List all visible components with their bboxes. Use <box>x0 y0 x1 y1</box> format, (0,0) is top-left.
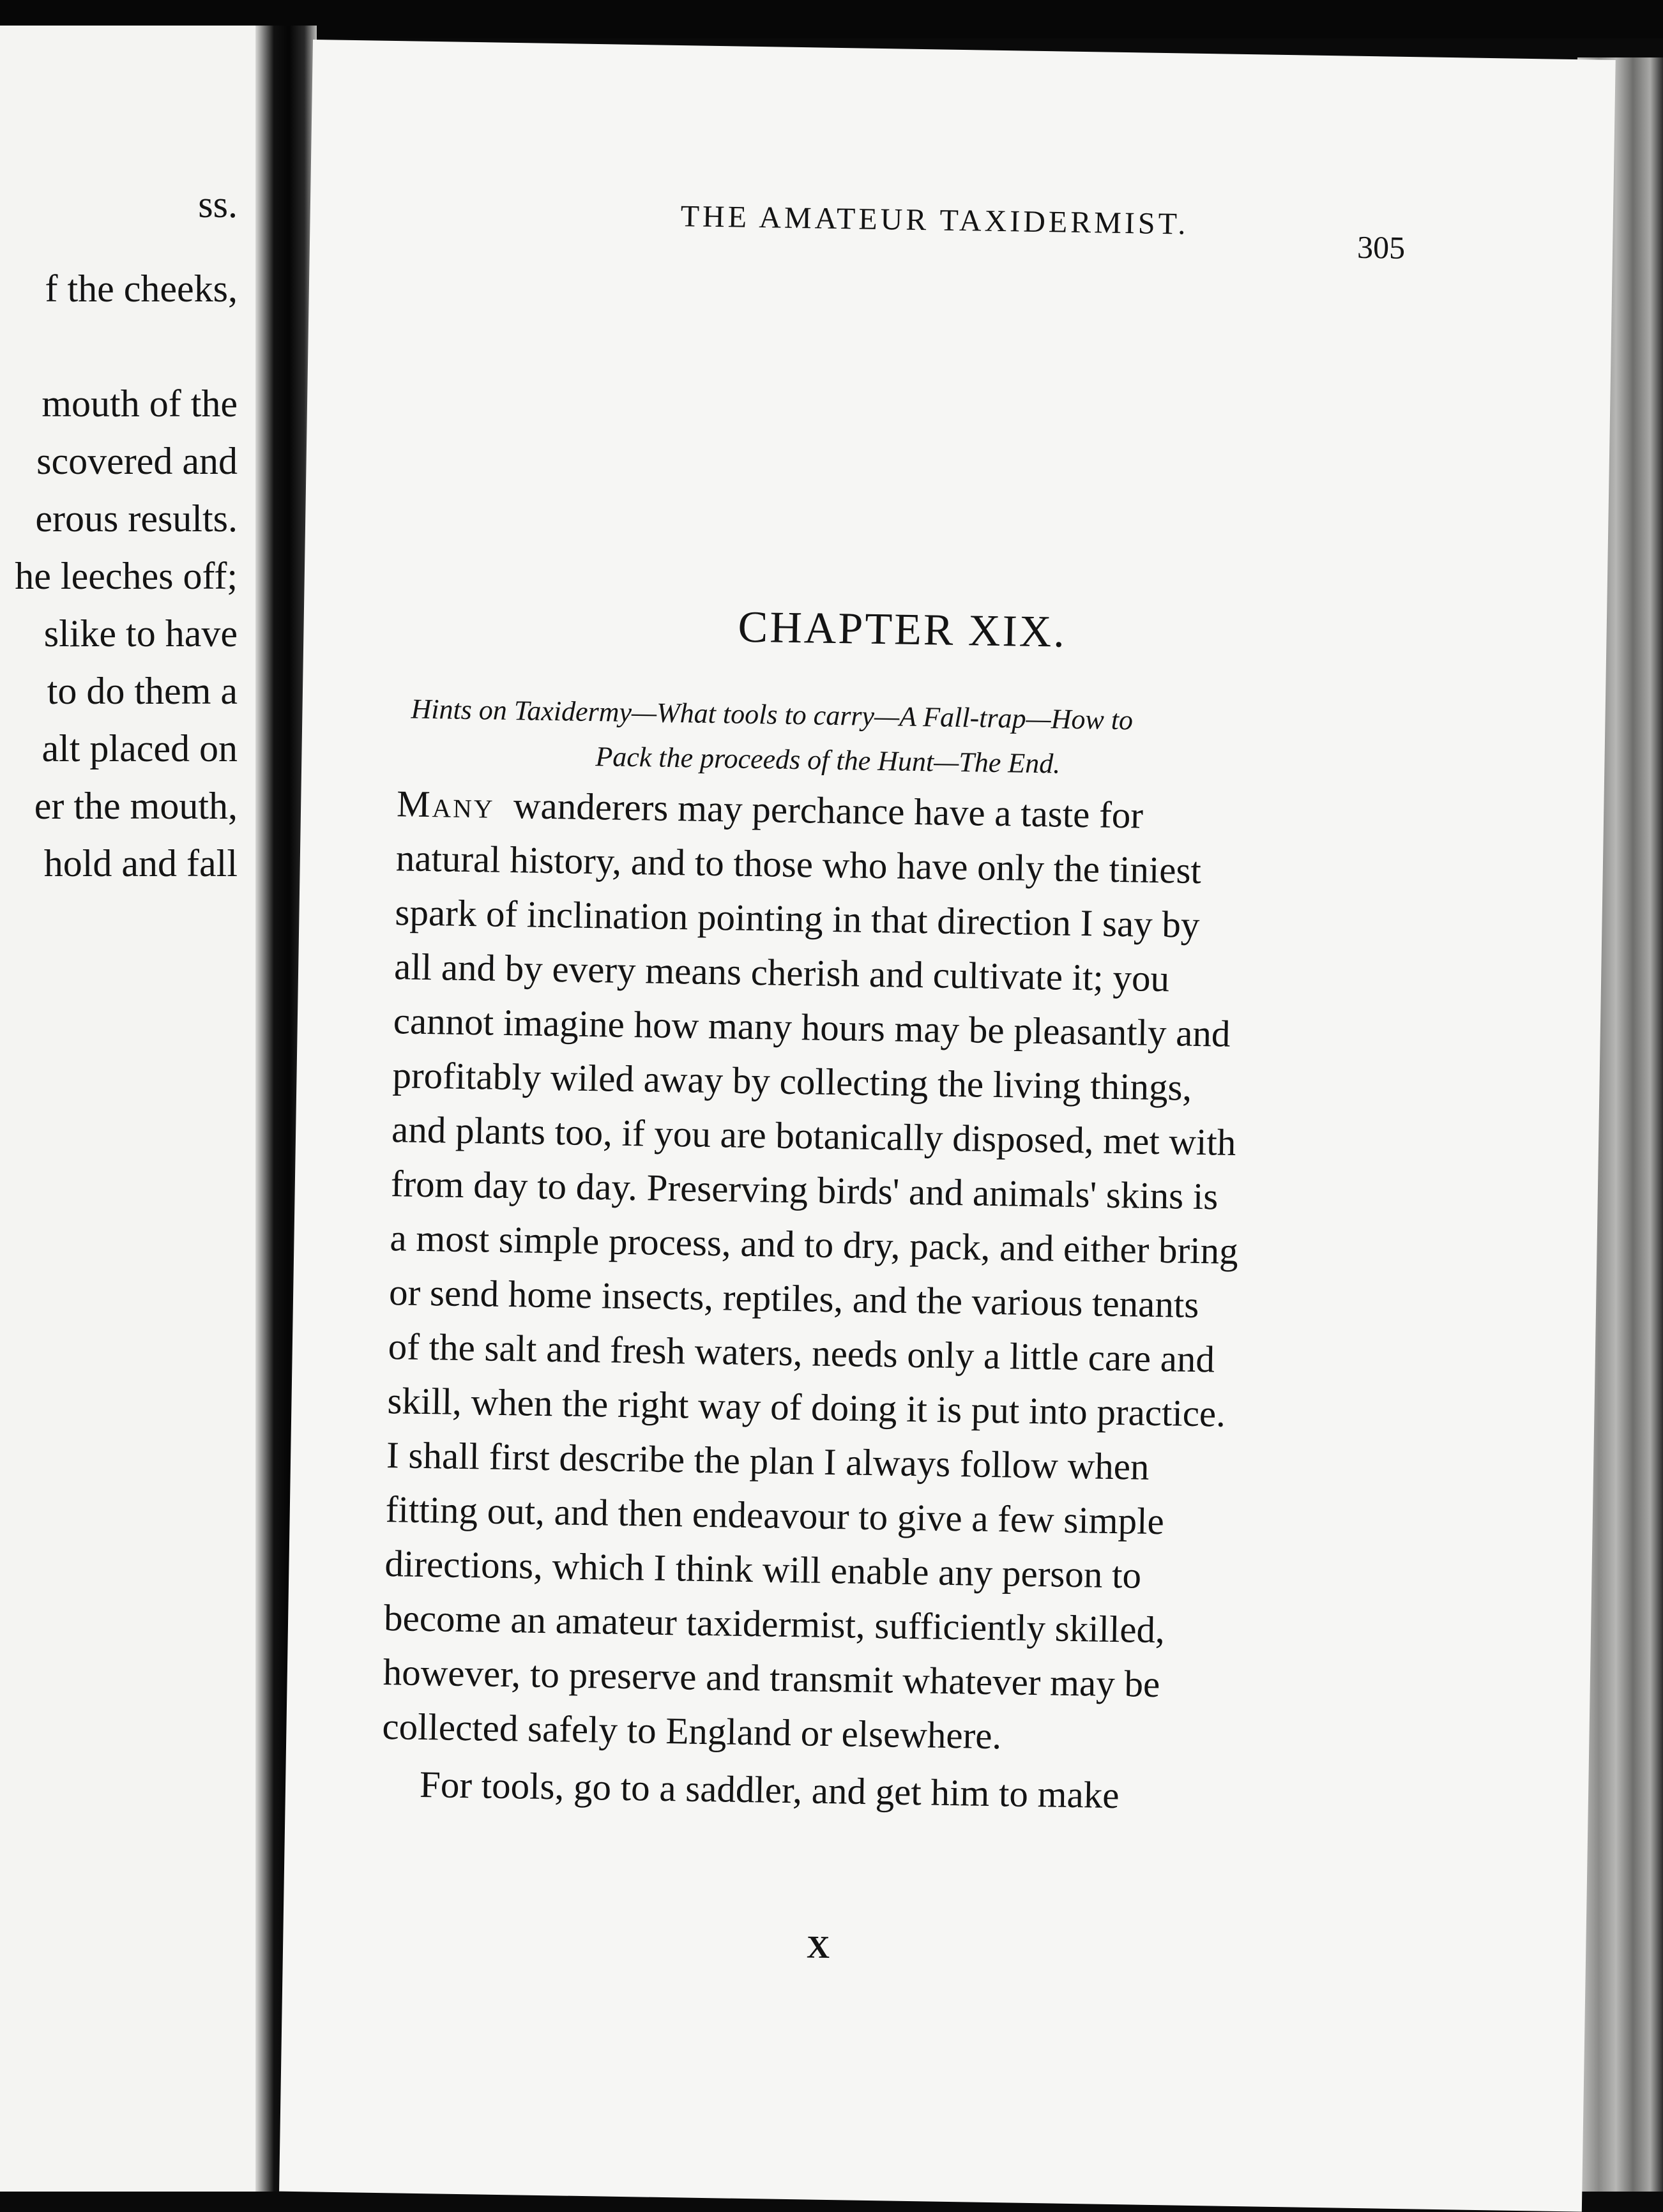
body-line: all and by every means cherish and cultivate it; you <box>393 945 1170 1000</box>
left-page-line: hold and fall <box>43 842 238 884</box>
signature-mark: X <box>806 1928 830 1966</box>
body-line: profitably wiled away by collecting the living things, <box>392 1054 1192 1109</box>
page-number: 305 <box>1356 229 1406 266</box>
left-page-line: to do them a <box>47 670 238 712</box>
left-page-line: er the mouth, <box>34 785 238 827</box>
running-head: THE AMATEUR TAXIDERMIST. <box>680 199 1189 241</box>
body-line: spark of inclination pointing in that direction I say by <box>395 891 1200 946</box>
body-line: natural history, and to those who have only the tiniest <box>395 837 1202 892</box>
chapter-title: CHAPTER XIX. <box>738 602 1067 657</box>
body-line: skill, when the right way of doing it is put into practice. <box>387 1379 1226 1435</box>
left-page-line: ss. <box>198 183 238 225</box>
left-page-line: alt placed on <box>42 727 238 769</box>
body-line: For tools, go to a saddler, and get him to make <box>419 1762 1120 1817</box>
body-line: a most simple process, and to dry, pack, and either bring <box>390 1216 1239 1272</box>
right-page <box>279 40 1616 2212</box>
body-line: collected safely to England or elsewhere. <box>382 1705 1002 1757</box>
left-page-line: erous results. <box>35 497 238 540</box>
body-line: however, to preserve and transmit whatever may be <box>383 1651 1160 1706</box>
left-page-line: f the cheeks, <box>45 268 238 310</box>
body-line: of the salt and fresh waters, needs only a little care and <box>388 1325 1215 1381</box>
body-line: cannot imagine how many hours may be pleasantly and <box>393 999 1231 1055</box>
chapter-summary-line: Pack the proceeds of the Hunt—The End. <box>595 741 1061 780</box>
body-line: from day to day. Preserving birds' and animals' skins is <box>390 1162 1219 1218</box>
left-page-line: he leeches off; <box>15 555 238 597</box>
body-line: I shall first describe the plan I always follow when <box>386 1434 1150 1488</box>
left-page-line: mouth of the <box>42 383 238 425</box>
chapter-summary-line: Hints on Taxidermy—What tools to carry—A Fall-trap—How to <box>411 693 1134 736</box>
left-page-line: scovered and <box>36 440 238 482</box>
left-page-line: slike to have <box>43 612 238 655</box>
body-line-text: wanderers may perchance have a taste for <box>513 784 1144 837</box>
body-line: or send home insects, reptiles, and the various tenants <box>388 1271 1199 1326</box>
body-line: fitting out, and then endeavour to give a few simple <box>385 1488 1165 1543</box>
body-line: and plants too, if you are botanically disposed, met with <box>391 1108 1236 1163</box>
opening-word: Many <box>396 782 496 826</box>
body-line <box>396 782 1144 837</box>
body-line: become an amateur taxidermist, sufficiently skilled, <box>383 1596 1166 1651</box>
body-line: directions, which I think will enable any person to <box>384 1542 1142 1596</box>
